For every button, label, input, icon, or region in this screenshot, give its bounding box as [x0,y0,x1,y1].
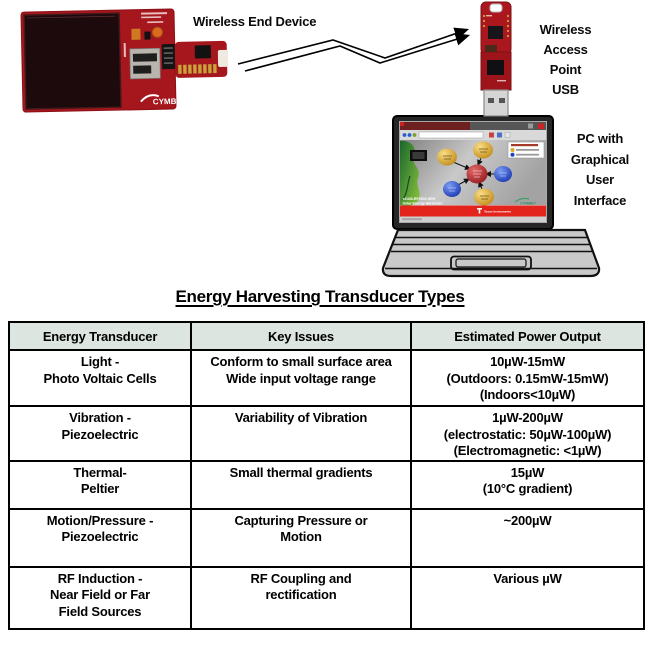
solar-panel [24,13,121,109]
transducer-table [8,321,645,630]
sensor-node-yellow [473,142,493,159]
transducer-cell: RF Induction - Near Field or Far Field Sources [9,567,191,629]
power-output-cell: 1µW-200µW (electrostatic: 50µW-100µW) (Electromagnetic: <1µW) [411,406,644,461]
key-issues-cell: Small thermal gradients [191,461,411,509]
transducer-cell: Motion/Pressure - Piezoelectric [9,509,191,567]
pc-label: PC with Graphical User Interface [570,131,630,208]
table-row [9,461,644,509]
svg-text:Texas Instruments: Texas Instruments [484,209,512,214]
sensor-node-blue [443,181,461,197]
mcu-chip [488,26,503,39]
transducer-cell: Thermal- Peltier [9,461,191,509]
usb-stick-image [473,0,521,118]
table-header-row [9,322,644,350]
screen-app-title: eZ430-RF2500-SEH [402,197,436,201]
capacitor [131,29,140,40]
refresh-icon [413,133,417,137]
usb-connector-hole [488,98,494,103]
lanyard-hole [490,4,502,12]
key-issues-cell: Capturing Pressure or Motion [191,509,411,567]
table-title: Energy Harvesting Transducer Types [175,287,465,306]
radio-module [130,48,161,79]
key-issues-cell: RF Coupling and rectification [191,567,411,629]
power-output-cell: ~200µW [411,509,644,567]
sensor-node-yellow [437,149,457,166]
power-output-cell: 15µW (10°C gradient) [411,461,644,509]
key-issues-cell: Conform to small surface area Wide input voltage range [191,350,411,406]
back-icon [403,133,407,137]
column-header-key-issues: Key Issues [191,322,411,350]
sensor-node-blue [494,166,512,182]
power-output-cell: 10µW-15mW (Outdoors: 0.15mW-15mW) (Indoors<10µW) [411,350,644,406]
column-header-power-output: Estimated Power Output [411,322,644,350]
table-row [9,567,644,629]
usb-connector-hole [499,98,505,103]
column-header-transducer: Energy Transducer [9,322,191,350]
table-row [9,406,644,461]
svg-text:CYMBET: CYMBET [520,201,537,206]
browser-window [400,122,546,222]
power-output-cell: Various µW [411,567,644,629]
usb-controller-chip [487,60,504,75]
toolbar-icon [497,133,502,138]
rf-chip [195,45,211,58]
access-point-label: Wireless Access Point USB [539,22,592,97]
minimize-button-icon [528,124,533,129]
transducer-cell: Vibration - Piezoelectric [9,406,191,461]
sensor-node-yellow [474,189,494,206]
toolbar-icon [505,133,510,138]
end-device-label: Wireless End Device [193,14,317,29]
legend-box [508,142,544,158]
close-button-icon [538,124,544,130]
table-row [9,509,644,567]
address-bar [419,132,483,138]
transducer-cell: Light - Photo Voltaic Cells [9,350,191,406]
antenna-notch [218,50,228,67]
svg-text:CYMBET: CYMBET [152,96,187,107]
capacitor [152,27,162,37]
key-issues-cell: Variability of Vibration [191,406,411,461]
table-row [9,350,644,406]
component [485,45,497,52]
toolbar-icon [489,133,494,138]
mini-laptop-icon [410,150,427,161]
forward-icon [408,133,412,137]
screen-app-subtitle: Solar Energy Harvester [402,201,443,206]
laptop-base [383,230,599,276]
ti-banner [400,206,546,217]
